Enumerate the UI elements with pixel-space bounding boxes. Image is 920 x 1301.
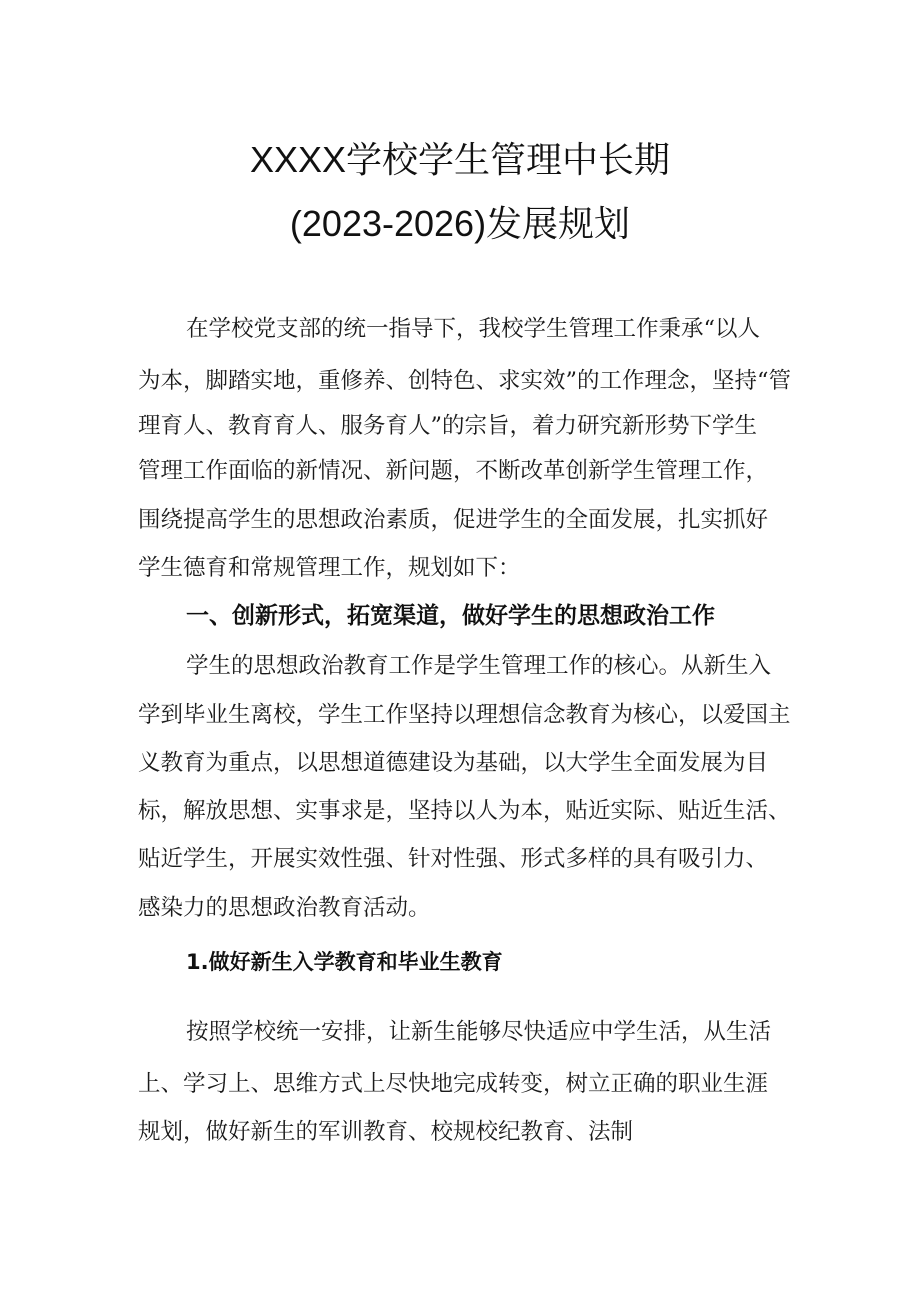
intro-paragraph-line: 在学校党支部的统一指导下，我校学生管理工作秉承“以人 [186,316,761,342]
intro-paragraph-line: 围绕提高学生的思想政治素质，促进学生的全面发展，扎实抓好 [138,507,769,533]
subsection-1-paragraph-line: 按照学校统一安排，让新生能够尽快适应中学生活，从生活 [186,1019,772,1045]
section-1-paragraph-line: 义教育为重点，以思想道德建设为基础，以大学生全面发展为目 [138,750,769,776]
intro-paragraph-line: 理育人、教育育人、服务育人”的宗旨，着力研究新形势下学生 [138,413,758,439]
intro-paragraph-line: 为本，脚踏实地，重修养、创特色、求实效”的工作理念，坚持“管 [138,368,792,394]
section-1-paragraph-line: 学到毕业生离校，学生工作坚持以理想信念教育为核心，以爱国主 [138,702,791,728]
document-title-line-2: (2023-2026)发展规划 [289,203,631,244]
subsection-1-paragraph-line: 规划，做好新生的军训教育、校规校纪教育、法制 [138,1119,634,1145]
section-1-paragraph-line: 标，解放思想、实事求是，坚持以人为本，贴近实际、贴近生活、 [138,798,791,824]
section-1-paragraph-line: 学生的思想政治教育工作是学生管理工作的核心。从新生入 [186,653,772,679]
subsection-1-paragraph-line: 上、学习上、思维方式上尽快地完成转变，树立正确的职业生涯 [138,1071,769,1097]
section-1-heading: 一、创新形式，拓宽渠道，做好学生的思想政治工作 [186,603,715,629]
section-1-paragraph-line: 贴近学生，开展实效性强、针对性强、形式多样的具有吸引力、 [138,846,769,872]
section-1-paragraph-line: 感染力的思想政治教育活动。 [138,895,431,921]
subsection-1-heading: 1.做好新生入学教育和毕业生教育 [186,950,503,974]
document-title-line-1: XXXX学校学生管理中长期 [249,139,671,180]
intro-paragraph-line: 管理工作面临的新情况、新问题，不断改革创新学生管理工作， [138,458,769,484]
intro-paragraph-line: 学生德育和常规管理工作，规划如下： [138,555,521,581]
